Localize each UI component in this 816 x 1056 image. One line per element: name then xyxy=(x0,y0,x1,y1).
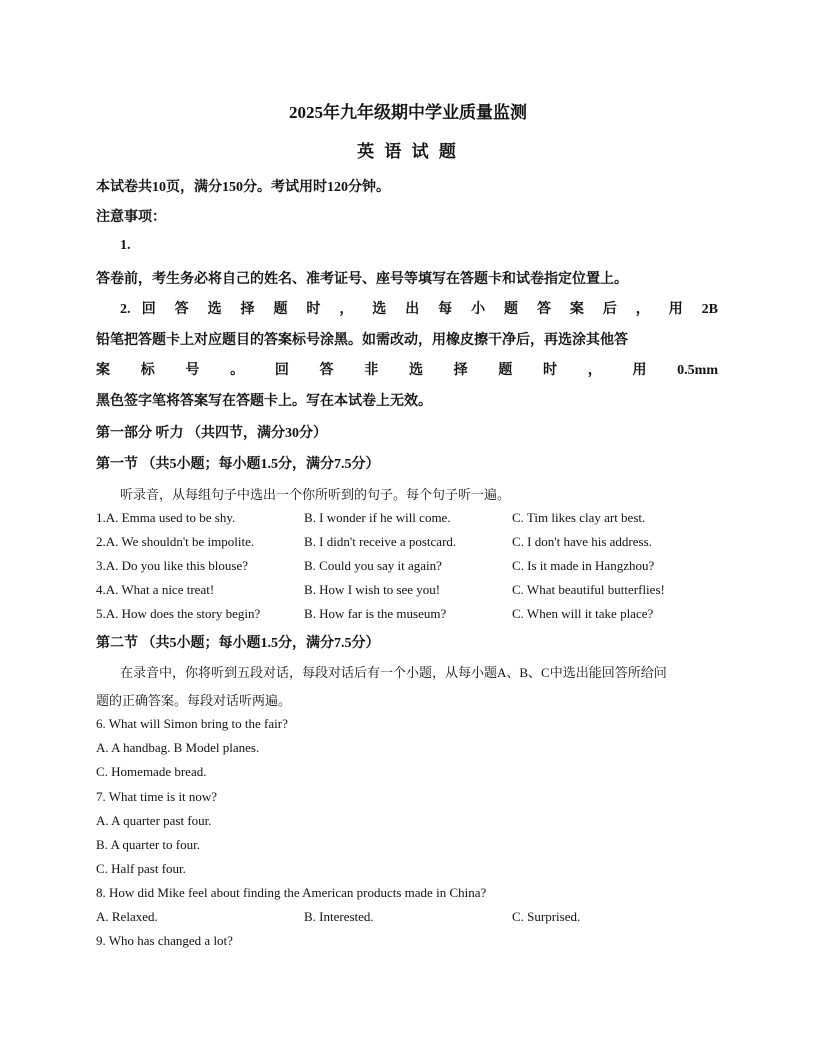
page-title: 2025年九年级期中学业质量监测 xyxy=(289,103,527,122)
section2-heading: 第二节 （共5小题；每小题1.5分，满分7.5分） xyxy=(96,636,380,651)
question-2-option-b: B. I didn't receive a postcard. xyxy=(304,534,457,549)
question-4-option-c: C. What beautiful butterflies! xyxy=(512,582,665,597)
part1-heading: 第一部分 听力 （共四节，满分30分） xyxy=(96,426,327,441)
question-4-option-a: 4.A. What a nice treat! xyxy=(96,582,215,597)
question-7-option-a: A. A quarter past four. xyxy=(96,813,212,828)
question-8-option-a: A. Relaxed. xyxy=(96,909,158,924)
section2-instruction-line-2: 题的正确答案。每段对话听两遍。 xyxy=(96,693,292,708)
section1-heading: 第一节 （共5小题；每小题1.5分，满分7.5分） xyxy=(96,457,380,472)
question-5-option-b: B. How far is the museum? xyxy=(304,606,447,621)
question-5-option-a: 5.A. How does the story begin? xyxy=(96,606,261,621)
note-item-2-line-2: 铅笔把答题卡上对应题目的答案标号涂黑。如需改动，用橡皮擦干净后，再选涂其他答 xyxy=(96,333,628,348)
question-3-option-b: B. Could you say it again? xyxy=(304,558,442,573)
question-4-option-b: B. How I wish to see you! xyxy=(304,582,441,597)
question-1-option-a: 1.A. Emma used to be shy. xyxy=(96,510,236,525)
question-1-option-c: C. Tim likes clay art best. xyxy=(512,510,646,525)
question-6-options-ab: A. A handbag. B Model planes. xyxy=(96,740,260,755)
question-8-option-c: C. Surprised. xyxy=(512,909,581,924)
note-item-2-line-3: 案 标 号 。 回 答 非 选 择 题 时 ， 用 0.5mm xyxy=(96,363,718,378)
question-3-option-a: 3.A. Do you like this blouse? xyxy=(96,558,249,573)
question-3-option-c: C. Is it made in Hangzhou? xyxy=(512,558,655,573)
exam-intro: 本试卷共10页，满分150分。考试用时120分钟。 xyxy=(96,180,390,195)
notes-heading: 注意事项： xyxy=(96,210,166,225)
note-item-1-text: 答卷前，考生务必将自己的姓名、准考证号、座号等填写在答题卡和试卷指定位置上。 xyxy=(96,272,628,287)
question-5-option-c: C. When will it take place? xyxy=(512,606,654,621)
question-8: 8. How did Mike feel about finding the American products made in China? xyxy=(96,885,487,900)
section1-instruction: 听录音，从每组句子中选出一个你所听到的句子。每个句子听一遍。 xyxy=(120,487,511,502)
question-6: 6. What will Simon bring to the fair? xyxy=(96,716,288,731)
question-2-option-c: C. I don't have his address. xyxy=(512,534,652,549)
note-item-2-line-1: 2. 回 答 选 择 题 时 ， 选 出 每 小 题 答 案 后 ， 用 2B xyxy=(120,302,718,317)
question-9: 9. Who has changed a lot? xyxy=(96,933,233,948)
section2-instruction-line-1: 在录音中，你将听到五段对话，每段对话后有一个小题，从每小题A、B、C中选出能回答所给问 xyxy=(120,665,667,680)
question-7: 7. What time is it now? xyxy=(96,789,218,804)
question-2-option-a: 2.A. We shouldn't be impolite. xyxy=(96,534,255,549)
question-7-option-c: C. Half past four. xyxy=(96,861,186,876)
note-item-2-line-4: 黑色签字笔将答案写在答题卡上。写在本试卷上无效。 xyxy=(96,394,432,409)
question-8-option-b: B. Interested. xyxy=(304,909,374,924)
question-1-option-b: B. I wonder if he will come. xyxy=(304,510,451,525)
note-item-1-number: 1. xyxy=(120,238,131,253)
question-6-option-c: C. Homemade bread. xyxy=(96,764,207,779)
question-7-option-b: B. A quarter to four. xyxy=(96,837,200,852)
page-subtitle: 英 语 试 题 xyxy=(357,142,459,161)
